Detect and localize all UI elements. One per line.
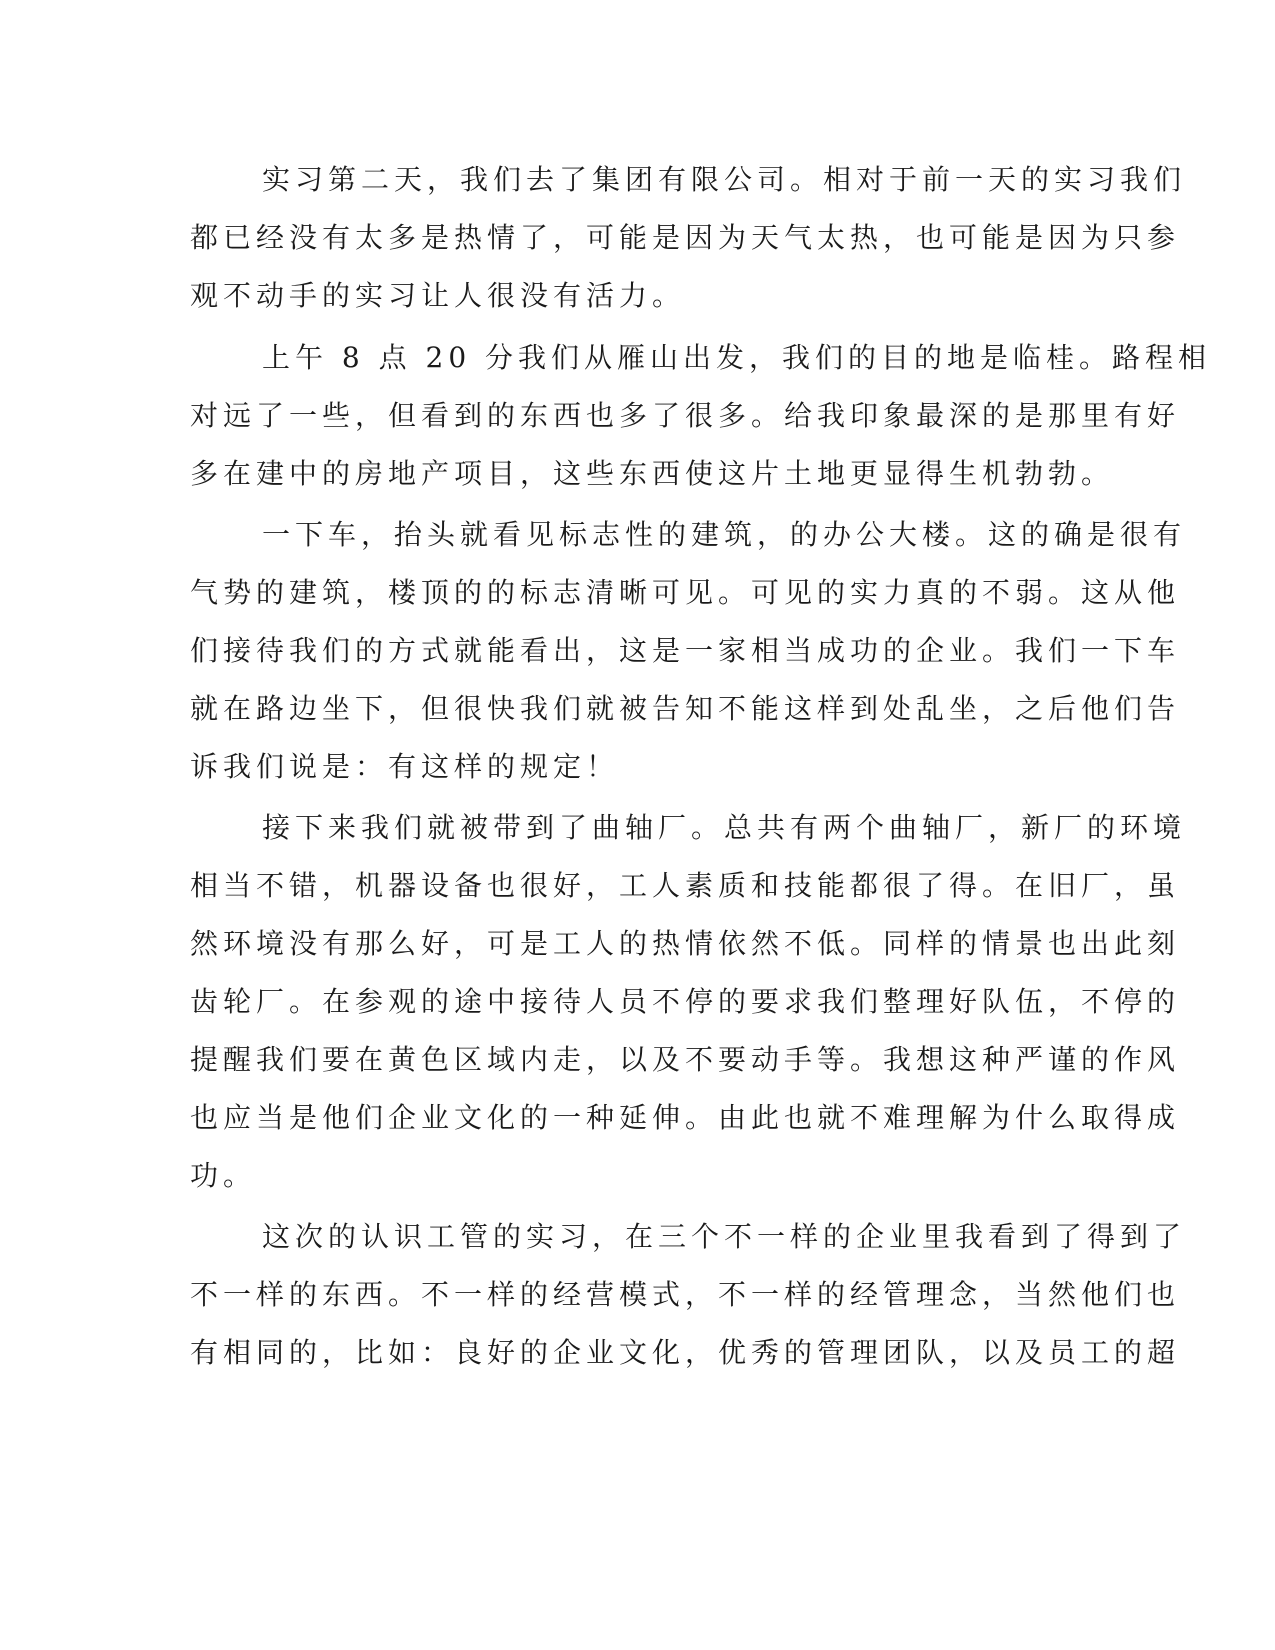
paragraph-3-line-4: 就在路边坐下，但很快我们就被告知不能这样到处乱坐，之后他们告 — [190, 692, 1181, 725]
paragraph-4-line-7: 功。 — [190, 1159, 257, 1192]
paragraph-3-line-5: 诉我们说是：有这样的规定！ — [190, 750, 620, 783]
paragraph-4-line-4: 齿轮厂。在参观的途中接待人员不停的要求我们整理好队伍，不停的 — [190, 985, 1181, 1018]
paragraph-2-line-3: 多在建中的房地产项目，这些东西使这片土地更显得生机勃勃。 — [190, 457, 1115, 490]
paragraph-1-line-2: 都已经没有太多是热情了，可能是因为天气太热，也可能是因为只参 — [190, 221, 1181, 254]
paragraph-4-line-6: 也应当是他们企业文化的一种延伸。由此也就不难理解为什么取得成 — [190, 1101, 1181, 1134]
paragraph-2-line-2: 对远了一些，但看到的东西也多了很多。给我印象最深的是那里有好 — [190, 399, 1181, 432]
paragraph-5-line-2: 不一样的东西。不一样的经营模式，不一样的经管理念，当然他们也 — [190, 1278, 1181, 1311]
paragraph-1-line-1: 实习第二天，我们去了集团有限公司。相对于前一天的实习我们 — [262, 163, 1187, 196]
paragraph-1-line-3: 观不动手的实习让人很没有活力。 — [190, 279, 686, 312]
paragraph-5-line-1: 这次的认识工管的实习，在三个不一样的企业里我看到了得到了 — [262, 1220, 1187, 1253]
paragraph-2-line-1: 上午 8 点 20 分我们从雁山出发，我们的目的地是临桂。路程相 — [262, 341, 1212, 374]
paragraph-4-line-2: 相当不错，机器设备也很好，工人素质和技能都很了得。在旧厂，虽 — [190, 869, 1181, 902]
paragraph-5-line-3: 有相同的，比如：良好的企业文化，优秀的管理团队，以及员工的超 — [190, 1336, 1181, 1369]
paragraph-4-line-1: 接下来我们就被带到了曲轴厂。总共有两个曲轴厂，新厂的环境 — [262, 811, 1187, 844]
paragraph-4-line-5: 提醒我们要在黄色区域内走，以及不要动手等。我想这种严谨的作风 — [190, 1043, 1181, 1076]
paragraph-4-line-3: 然环境没有那么好，可是工人的热情依然不低。同样的情景也出此刻 — [190, 927, 1181, 960]
paragraph-3-line-2: 气势的建筑，楼顶的的标志清晰可见。可见的实力真的不弱。这从他 — [190, 576, 1181, 609]
paragraph-3-line-3: 们接待我们的方式就能看出，这是一家相当成功的企业。我们一下车 — [190, 634, 1181, 667]
paragraph-3-line-1: 一下车，抬头就看见标志性的建筑，的办公大楼。这的确是很有 — [262, 518, 1187, 551]
